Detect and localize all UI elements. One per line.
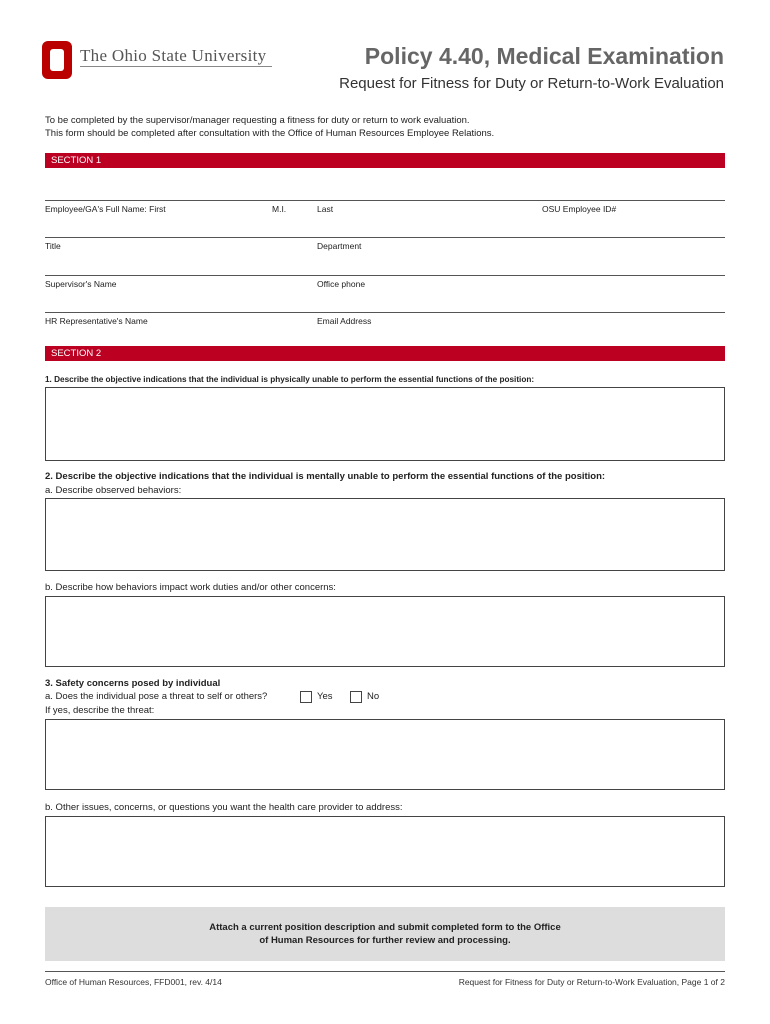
submission-notice (45, 907, 725, 961)
row-2-line[interactable] (45, 237, 725, 238)
question-3a: a. Does the individual pose a threat to self or others? (45, 691, 268, 702)
question-3: 3. Safety concerns posed by individual (45, 678, 221, 689)
notice-line-1: Attach a current position description and submit completed form to the Office (209, 922, 561, 933)
question-1: 1. Describe the objective indications that the individual is physically unable to perform the essential functions of the position: (45, 375, 535, 384)
question-2: 2. Describe the objective indications that the individual is mentally unable to perform the essential functions of the position: (45, 471, 606, 482)
question-3b: b. Other issues, concerns, or questions you want the health care provider to address: (45, 802, 403, 813)
row-1-line[interactable] (45, 200, 725, 201)
first-name-label: Employee/GA's Full Name: First (45, 204, 166, 214)
form-subtitle: Request for Fitness for Duty or Return-to-Work Evaluation (339, 75, 724, 92)
footer-right: Request for Fitness for Duty or Return-to-Work Evaluation, Page 1 of 2 (458, 977, 725, 987)
yes-label: Yes (317, 691, 333, 702)
osu-logo-icon (42, 41, 72, 79)
question-3a-answer-box[interactable] (45, 719, 725, 790)
question-1-answer-box[interactable] (45, 387, 725, 461)
notice-line-2: of Human Resources for further review and processing. (259, 935, 511, 946)
last-name-label: Last (317, 204, 334, 214)
section-1-header (45, 153, 725, 168)
university-name: The Ohio State University (80, 46, 267, 65)
intro-line-1: To be completed by the supervisor/manager requesting a fitness for duty or return to work evaluation. (45, 115, 470, 126)
footer-divider (45, 971, 725, 972)
yes-checkbox[interactable] (300, 691, 312, 703)
supervisor-label: Supervisor's Name (45, 279, 117, 289)
no-label: No (367, 691, 380, 702)
intro-line-2: This form should be completed after consultation with the Office of Human Resources Employee Relations. (45, 128, 495, 139)
employee-id-label: OSU Employee ID# (542, 204, 617, 214)
row-4-line[interactable] (45, 312, 725, 313)
question-2b: b. Describe how behaviors impact work duties and/or other concerns: (45, 582, 336, 593)
policy-title: Policy 4.40, Medical Examination (364, 43, 724, 69)
footer-left: Office of Human Resources, FFD001, rev. 4/14 (45, 977, 222, 987)
section-2-header (45, 346, 725, 361)
question-3b-answer-box[interactable] (45, 816, 725, 887)
question-2b-answer-box[interactable] (45, 596, 725, 667)
title-label: Title (45, 241, 61, 251)
row-3-line[interactable] (45, 275, 725, 276)
question-2a: a. Describe observed behaviors: (45, 485, 182, 496)
university-underline (80, 66, 272, 67)
department-label: Department (317, 241, 362, 251)
question-3a-followup: If yes, describe the threat: (45, 705, 155, 716)
section-2-label: SECTION 2 (51, 348, 102, 359)
mi-label: M.I. (272, 204, 287, 214)
no-checkbox[interactable] (350, 691, 362, 703)
hr-rep-label: HR Representative's Name (45, 316, 148, 326)
email-label: Email Address (317, 316, 372, 326)
office-phone-label: Office phone (317, 279, 366, 289)
question-2a-answer-box[interactable] (45, 498, 725, 571)
section-1-label: SECTION 1 (51, 155, 102, 166)
